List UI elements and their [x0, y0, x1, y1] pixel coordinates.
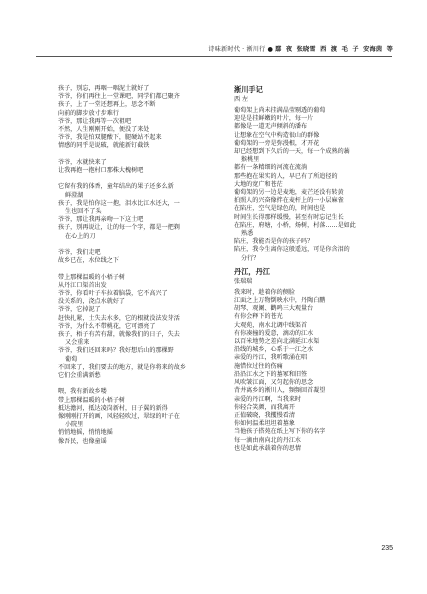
poem-line: 都像是一道无声倾斜的潘布 [234, 123, 308, 131]
header-series: 诗味新时代 [208, 46, 241, 53]
poem-line: 从丹江口渠首出发 [58, 281, 107, 289]
poem-line: 迎是是挂鲜嫩的叶片，每一片 [234, 115, 314, 123]
poem-line: 你如何温柔坦坦着墓象 [234, 420, 295, 428]
poem-line: 猴桃里 [241, 156, 260, 164]
poem-line: 背井离乡的淅川人，频频回首凝望 [234, 387, 326, 395]
poem-line: 当他孩子搭苑在纸上写下你的名字 [234, 428, 326, 436]
header-separator: · [242, 46, 245, 53]
poem-line: 沿沿江水之下的墓冢和旧签 [234, 370, 308, 378]
poem-line: 葡萄 [65, 355, 78, 363]
poem-line: 在陷庄，空气是绿色的，时间也是 [234, 205, 326, 213]
poem-line: 悄悄地摇，悄悄地摇 [58, 429, 113, 437]
poem-title: 丹江，丹江 [234, 266, 270, 276]
poem-line: 江面之上万物倒映水中，丹陶白鹏 [234, 297, 326, 305]
poem-line: 沿线的城乡，心系于一江之水 [234, 346, 314, 354]
poem-line: 我来时，趁着你的侧脸 [234, 288, 295, 296]
poem-line: 也是如此承载着你的思情 [234, 444, 302, 452]
stanza-break [58, 151, 236, 159]
poem-line: 爷爷，我们走吧 [58, 249, 101, 257]
poem-line: 孩子，我是怕你这一抱，泪水比江水还大，一 [58, 199, 180, 207]
right-column [234, 85, 384, 453]
poem-line: 它们会重满新愁 [58, 372, 101, 380]
poem-line: 孩子，别再说让，让的每一个字，都是一把剃 [58, 224, 180, 232]
poem-line: 让我再抱一抱村口那株大槐树吧 [58, 167, 144, 175]
poem-line: 时间生长得那样缓慢，甚至有时忘记生长 [234, 213, 344, 221]
poem-author: 张瑞瑞 [234, 277, 253, 285]
poem-line: 风吹皱江面，又匀起你的思念 [234, 379, 314, 387]
poem-line: 爷爷，那让我再等一次祖吧 [58, 117, 132, 125]
stanza-break [58, 241, 236, 249]
poem-line: 爷爷，水就快来了 [58, 158, 107, 166]
poem-line: 像刚刚打开的画，风轻轻吹过，翠绿的叶子在 [58, 413, 180, 421]
poem-line: 葡萄架的一旁是弥漫根，才开花 [234, 139, 320, 147]
poem-line: 孩子，梧子有苦有甜，就像我们的日子，失去 [58, 331, 180, 339]
poem-line: 正值破晓，我攫慢看清 [234, 411, 295, 419]
poem-line: 抵达澹河，抵达凌岗新村，日子翼的新得 [58, 404, 168, 412]
poem-line: 爷爷，我们还回来吗？我好想后山的那棵野 [58, 347, 174, 355]
poem-line: 却已经想到下久后的一天，每一个成熟的蓊 [234, 148, 350, 156]
poem-line: 葡萄架上尚未挂满晶莹剔透的葡萄 [234, 107, 326, 114]
header-rule [36, 56, 392, 57]
poem-line: 没关系的，浇点水就好了 [58, 298, 126, 306]
header-section: 淅川行 [246, 46, 266, 53]
poem-body [234, 289, 384, 453]
poem-line: 让想象在空气中构造很山的群像 [234, 131, 320, 139]
poem-line: 生也回不了头 [65, 208, 102, 216]
poem-line: 你轻合笑颜，而我离开 [234, 403, 295, 411]
poem-line: 每一滴由南向北的丹江水 [234, 436, 302, 444]
poem-author: 西 左 [234, 96, 249, 103]
poem-line: 爷爷，那让我再亲吻一下这土吧 [58, 216, 144, 224]
poem-line: 大地的宽广和苍茫 [234, 180, 283, 188]
poem-line: 分行？ [241, 254, 260, 262]
poem-line: 小院里 [65, 421, 84, 429]
poem-line: 亲爱的丹江，我听歌涌在唱 [234, 354, 308, 362]
poem-line: 以百米地势之差向北满延江水渠 [234, 338, 320, 346]
poem-line: 喂，我有新故乡喽 [58, 388, 107, 396]
poem-line: 胡琴、观阑、鹳鸣三大观量台 [234, 305, 314, 313]
poem-line: 不回来了，我们要去的地方，就是你将来的故乡 [58, 363, 186, 371]
poem-line: 陷庄，我能否是你的孩子吗？ [234, 238, 314, 246]
poem-line: 鲜澄湖 [65, 191, 84, 199]
poem-line: 爷爷，你看叶子车拉着脑袋，它不高兴了 [58, 290, 168, 298]
poem-line: 爷爷，我是怕双腿酸下，腿硬站不起来 [58, 134, 162, 142]
poem-line: 拍照人的兴奋像拌在麦杆上的一小层麻雀 [234, 197, 344, 205]
stanza-break [58, 265, 236, 273]
poem-line: 情感的同乎是说破，就能新钉截铁 [58, 142, 150, 150]
poem-line: 爷爷，它掉泥了 [58, 306, 101, 314]
header-authors: 鄢 夜 张晓雪 西 渡 毛 子 安海茵 等 [275, 46, 393, 53]
poem-line: 大观苑，南水北调中线渠首 [234, 321, 308, 329]
poem-line: 有你会释下的苍光 [234, 313, 283, 321]
poem-line: 不然，人生刚刚开始，便没了来处 [58, 126, 150, 134]
poem-line: 爷爷，为什么不带桃花，它可漂亮了 [58, 322, 156, 330]
poem-body [234, 107, 384, 263]
poem-line: 亲爱的丹江啊，当我来时 [234, 395, 302, 403]
poem-line: 有你凑撞的爱意，滴动的江水 [234, 329, 314, 337]
poem-line: 它留有我的体香，童年结出的果子还多么新 [58, 183, 174, 191]
poem-line: 在陷庄，府塘，小桥，炀树，村落……是如此 [234, 221, 356, 229]
header-bullet: ● [267, 46, 274, 53]
poem-line: 那些抱在果实的人，早已有了所追径的 [234, 172, 338, 180]
left-column [58, 85, 236, 446]
poem-line: 孩子，别忘，再咽一咽泥土就好了 [58, 85, 150, 92]
poem-line: 又会重来 [65, 339, 90, 347]
poem-line: 在心上的刀 [65, 232, 96, 240]
poem-line: 都有一条精细的河流在流淌 [234, 164, 308, 172]
poem-line: 赶快扎紧，土失去水多，它的根就没法发芽活 [58, 314, 180, 322]
poem-title: 淅川手记 [234, 85, 263, 94]
poem-line: 葡萄架的另一边是麦地，麦芒还没有转黄 [234, 189, 344, 197]
poem-line: 故乡已在，水位线之下 [58, 257, 119, 265]
poem-line: 孩子，上了一堂还想再上，思念不断 [58, 101, 156, 109]
poem-line: 带上那棵温暖的小梧子树 [58, 396, 126, 404]
page-number: 235 [381, 545, 393, 552]
poem-line: 施惜位过往的伤痛 [234, 362, 283, 370]
poem-line: 陷庄，我今生离你这般遥远，可是你含泪的 [234, 246, 350, 254]
running-header [208, 44, 393, 53]
poem-line: 像吾民，也像童谣 [58, 437, 107, 445]
poem-line: 爷爷，你们再往上一堂课吧，同学们都已聚齐 [58, 93, 180, 101]
poem-line: 向前的脚步放寸步难行 [58, 109, 119, 117]
poem-line: 带上那棵温暖的小梧子树 [58, 273, 126, 281]
poem-line: 熟悉 [241, 230, 254, 238]
